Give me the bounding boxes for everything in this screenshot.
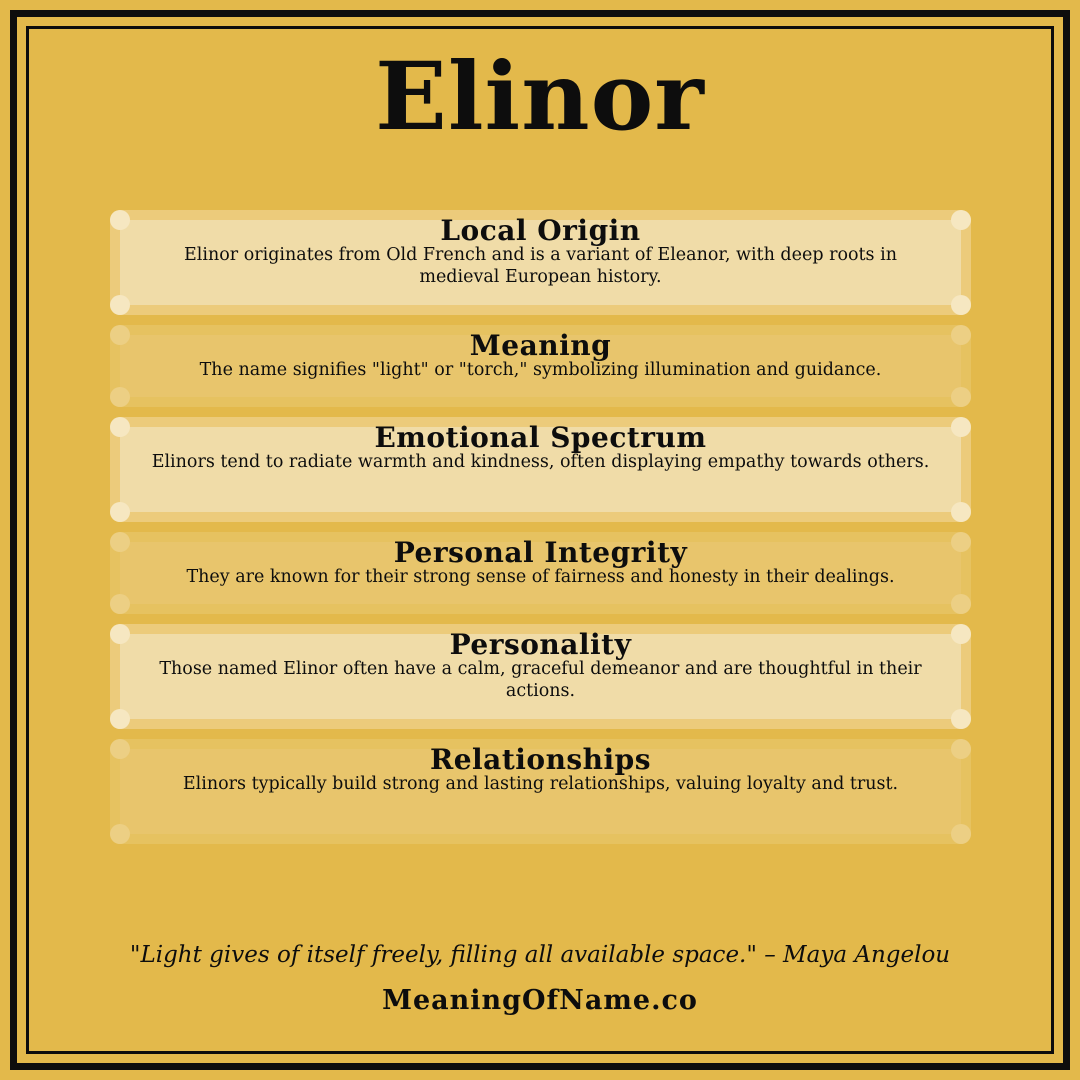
corner-dot	[110, 824, 130, 844]
site-name: MeaningOfName.co	[382, 985, 698, 1016]
section-card-emotional-spectrum	[110, 417, 971, 522]
section-text: Those named Elinor often have a calm, graceful demeanor and are thoughtful in their actions.	[159, 659, 922, 701]
section-list	[110, 210, 971, 854]
section-title: Meaning	[469, 329, 612, 362]
section-card-relationships	[110, 739, 971, 844]
section-text: The name signifies "light" or "torch," symbolizing illumination and guidance.	[199, 360, 882, 380]
corner-dot	[110, 387, 130, 407]
section-text: Elinors typically build strong and lasting relationships, valuing loyalty and trust.	[182, 774, 899, 794]
section-text: Elinors tend to radiate warmth and kindness, often displaying empathy towards others.	[151, 452, 930, 472]
section-card-personality	[110, 624, 971, 729]
section-card-local-origin	[110, 210, 971, 315]
corner-dot	[951, 295, 971, 315]
corner-dot	[951, 387, 971, 407]
corner-dot	[951, 824, 971, 844]
section-title: Local Origin	[440, 214, 641, 247]
section-title: Personal Integrity	[393, 536, 688, 569]
section-card-meaning	[110, 325, 971, 407]
section-text: They are known for their strong sense of fairness and honesty in their dealings.	[186, 567, 895, 587]
name-title: Elinor	[375, 42, 705, 152]
quote: "Light gives of itself freely, filling all available space." – Maya Angelou	[129, 942, 951, 968]
corner-dot	[951, 709, 971, 729]
corner-dot	[110, 295, 130, 315]
section-text: Elinor originates from Old French and is a variant of Eleanor, with deep roots in medieval European history.	[184, 245, 897, 287]
corner-dot	[110, 502, 130, 522]
corner-dot	[951, 594, 971, 614]
section-title: Personality	[449, 628, 632, 661]
section-card-personal-integrity	[110, 532, 971, 614]
corner-dot	[110, 709, 130, 729]
corner-dot	[951, 502, 971, 522]
corner-dot	[110, 594, 130, 614]
section-title: Emotional Spectrum	[374, 421, 707, 454]
section-title: Relationships	[429, 743, 652, 776]
